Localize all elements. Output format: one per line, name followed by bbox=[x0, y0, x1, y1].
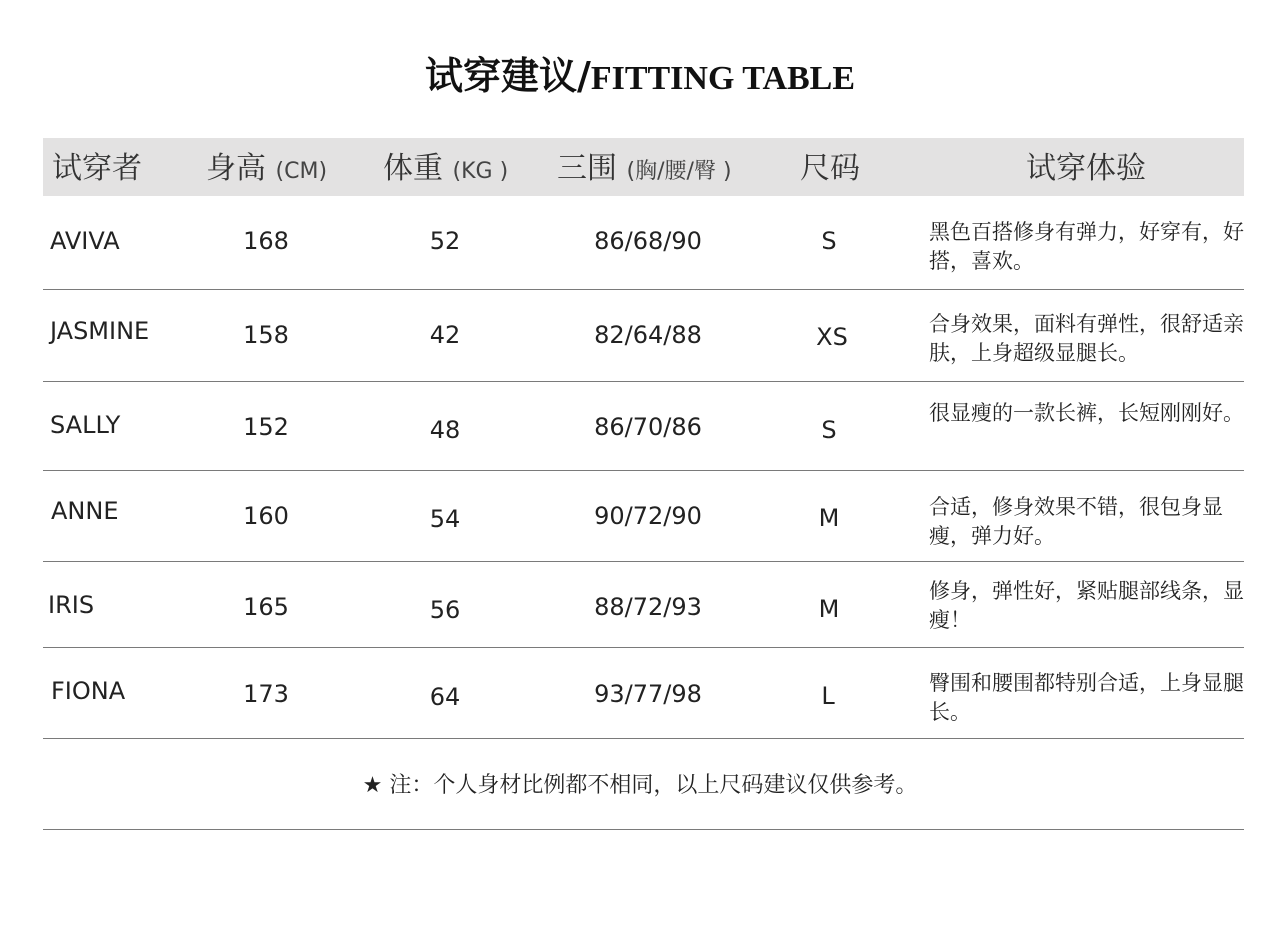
cell-comment: 合适，修身效果不错，很包身显瘦，弹力好。 bbox=[929, 495, 1223, 548]
cell-name: SALLY bbox=[50, 411, 121, 439]
header-size bbox=[800, 138, 860, 196]
cell-measure: 88/72/93 bbox=[594, 593, 702, 621]
cell-measure: 90/72/90 bbox=[594, 502, 702, 530]
cell-comment: 臀围和腰围都特别合适，上身显腿长。 bbox=[929, 671, 1244, 724]
cell-weight: 64 bbox=[429, 683, 461, 711]
header-height-unit: (CM) bbox=[275, 159, 328, 184]
header-measure bbox=[557, 138, 732, 196]
page-title bbox=[0, 48, 1280, 107]
cell-weight: 42 bbox=[429, 321, 461, 349]
cell-height: 168 bbox=[243, 227, 289, 255]
table-row bbox=[43, 381, 1244, 471]
cell-name: ANNE bbox=[51, 497, 119, 525]
header-height bbox=[206, 138, 327, 196]
table-header bbox=[43, 138, 1244, 196]
header-measure-unit: (胸/腰/臀 ) bbox=[626, 159, 732, 184]
cell-weight: 48 bbox=[429, 416, 461, 444]
cell-name: AVIVA bbox=[50, 227, 120, 255]
cell-height: 173 bbox=[243, 680, 289, 708]
cell-comment: 修身，弹性好，紧贴腿部线条，显瘦！ bbox=[929, 579, 1244, 632]
table-row bbox=[43, 196, 1244, 290]
header-weight-unit: (KG ) bbox=[452, 159, 509, 184]
cell-name: FIONA bbox=[51, 677, 126, 705]
cell-measure: 86/68/90 bbox=[594, 227, 702, 255]
cell-weight: 56 bbox=[429, 596, 461, 624]
cell-comment: 合身效果，面料有弹性，很舒适亲肤，上身超级显腿长。 bbox=[929, 312, 1244, 365]
header-weight bbox=[383, 138, 508, 196]
cell-weight: 52 bbox=[429, 227, 461, 255]
cell-height: 152 bbox=[243, 413, 289, 441]
table-row bbox=[43, 561, 1244, 648]
header-name bbox=[52, 138, 142, 196]
header-name-label: 试穿者 bbox=[52, 151, 142, 186]
title-en: FITTING TABLE bbox=[590, 60, 856, 97]
cell-size: S bbox=[821, 416, 837, 444]
cell-height: 158 bbox=[243, 321, 289, 349]
cell-size: M bbox=[818, 504, 840, 532]
cell-size: S bbox=[821, 227, 837, 255]
header-size-label: 尺码 bbox=[800, 151, 860, 186]
cell-measure: 93/77/98 bbox=[594, 680, 702, 708]
cell-comment: 黑色百搭修身有弹力，好穿有，好搭，喜欢。 bbox=[929, 220, 1244, 273]
cell-height: 165 bbox=[243, 593, 289, 621]
bottom-divider bbox=[43, 829, 1244, 830]
footnote: ★ 注：个人身材比例都不相同，以上尺码建议仅供参考。 bbox=[362, 773, 918, 798]
header-height-label: 身高 bbox=[206, 151, 266, 186]
cell-measure: 86/70/86 bbox=[594, 413, 702, 441]
cell-name: JASMINE bbox=[50, 317, 150, 345]
header-weight-label: 体重 bbox=[383, 151, 443, 186]
cell-weight: 54 bbox=[429, 505, 461, 533]
cell-size: M bbox=[818, 595, 840, 623]
title-cn: 试穿建议/ bbox=[424, 54, 591, 98]
cell-size: XS bbox=[816, 323, 848, 351]
cell-comment: 很显瘦的一款长裤，长短刚刚好。 bbox=[929, 401, 1244, 425]
cell-measure: 82/64/88 bbox=[594, 321, 702, 349]
table-row bbox=[43, 470, 1244, 562]
table-row bbox=[43, 647, 1244, 739]
cell-name: IRIS bbox=[48, 591, 95, 619]
cell-height: 160 bbox=[243, 502, 289, 530]
table-row bbox=[43, 289, 1244, 382]
header-measure-label: 三围 bbox=[557, 151, 617, 186]
header-experience-label: 试穿体验 bbox=[1026, 151, 1146, 186]
header-experience bbox=[1026, 138, 1146, 196]
cell-size: L bbox=[821, 682, 835, 710]
